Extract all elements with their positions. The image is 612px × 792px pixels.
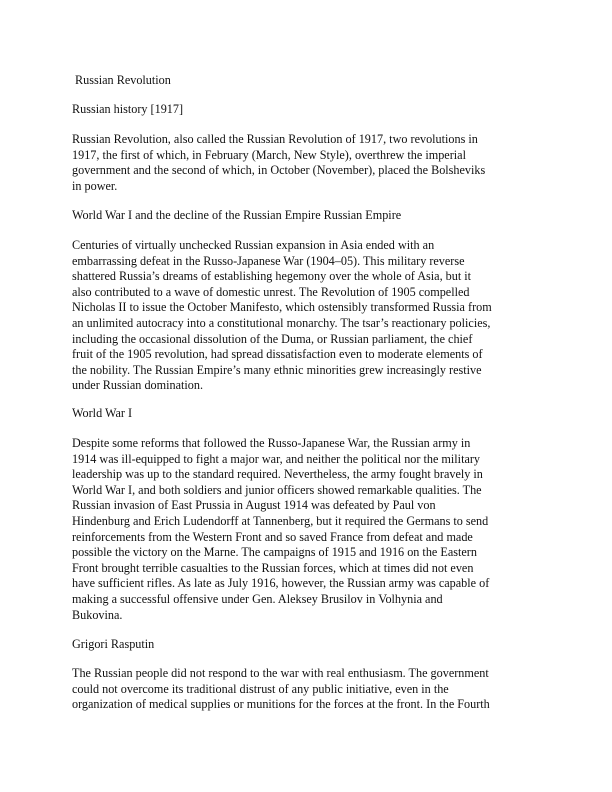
paragraph-line: fruit of the 1905 revolution, had spread dissatisfaction even to moderate elements of: [72, 347, 483, 362]
paragraph-line: organization of medical supplies or munitions for the forces at the front. In the Fourth: [72, 697, 490, 712]
paragraph-line: World War I, and both soldiers and junior officers showed remarkable qualities. The: [72, 482, 482, 497]
paragraph-line: government and the second of which, in October (November), placed the Bolsheviks: [72, 163, 486, 178]
heading-rasputin: [72, 637, 552, 653]
paragraph-line: Centuries of virtually unchecked Russian expansion in Asia ended with an: [72, 238, 435, 252]
paragraph-line: Front brought terrible casualties to the Russian forces, which at times did not even: [72, 560, 474, 575]
paragraph-line: reinforcements from the Western Front and so saved France from defeat and made: [72, 529, 473, 544]
heading-decline: [72, 208, 552, 224]
paragraph-line: Nicholas II to issue the October Manifesto, which ostensibly transformed Russia from: [72, 300, 492, 315]
paragraph-line: an unlimited autocracy into a constitutional monarchy. The tsar’s reactionary policies,: [72, 315, 491, 330]
paragraph-line: under Russian domination.: [72, 378, 204, 393]
heading-ww1: [72, 406, 552, 422]
paragraph-line: have sufficient rifles. As late as July 1916, however, the Russian army was capable of: [72, 576, 490, 591]
heading-text: World War I and the decline of the Russian Empire Russian Empire: [72, 208, 402, 222]
intro-paragraph: [72, 132, 552, 194]
paragraph-line: including the occasional dissolution of the Duma, or Russian parliament, the chief: [72, 331, 473, 346]
paragraph-line: making a successful offensive under Gen. Aleksey Brusilov in Volhynia and: [72, 591, 443, 606]
document-title: [72, 73, 552, 89]
subtitle-text: Russian history [1917]: [72, 102, 184, 116]
paragraph-line: Hindenburg and Erich Ludendorff at Tannenberg, but it required the Germans to send: [72, 513, 489, 528]
ww1-paragraph: [72, 436, 552, 623]
paragraph-line: in power.: [72, 178, 118, 193]
paragraph-line: Bukovina.: [72, 607, 123, 622]
paragraph-line: Despite some reforms that followed the Russo-Japanese War, the Russian army in: [72, 436, 471, 450]
paragraph-line: leadership was up to the standard required. Nevertheless, the army fought bravely in: [72, 467, 483, 482]
heading-text: World War I: [72, 406, 133, 420]
paragraph-line: the nobility. The Russian Empire’s many ethnic minorities grew increasingly restive: [72, 362, 482, 377]
paragraph-line: Russian Revolution, also called the Russian Revolution of 1917, two revolutions in: [72, 132, 478, 146]
rasputin-paragraph: [72, 666, 552, 713]
decline-paragraph: [72, 238, 552, 394]
paragraph-line: possible the victory on the Marne. The campaigns of 1915 and 1916 on the Eastern: [72, 545, 477, 560]
subtitle: [72, 102, 552, 118]
paragraph-line: could not overcome its traditional distrust of any public initiative, even in the: [72, 681, 449, 696]
paragraph-line: shattered Russia’s dreams of establishing hegemony over the whole of Asia, but it: [72, 269, 472, 284]
paragraph-line: also contributed to a wave of domestic unrest. The Revolution of 1905 compelled: [72, 284, 470, 299]
paragraph-line: Russian invasion of East Prussia in August 1914 was defeated by Paul von: [72, 498, 436, 513]
heading-text: Grigori Rasputin: [72, 637, 155, 651]
title-text: Russian Revolution: [72, 73, 171, 87]
paragraph-line: 1917, the first of which, in February (March, New Style), overthrew the imperial: [72, 147, 466, 162]
paragraph-line: embarrassing defeat in the Russo-Japanese War (1904–05). This military reverse: [72, 253, 465, 268]
paragraph-line: 1914 was ill-equipped to fight a major war, and neither the political nor the military: [72, 451, 481, 466]
paragraph-line: The Russian people did not respond to the war with real enthusiasm. The government: [72, 666, 489, 680]
